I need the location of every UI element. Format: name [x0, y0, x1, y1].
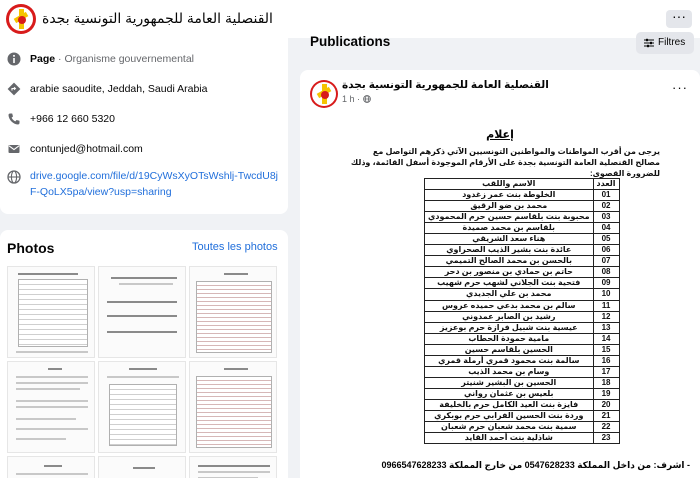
directions-icon [7, 82, 21, 96]
row-name: وسام بن محمد الذيب [425, 366, 594, 377]
table-row [425, 300, 620, 311]
address-text: arabie saoudite, Jeddah, Saudi Arabia [30, 83, 208, 95]
row-name: سمية بنت محمد شعبان حرم شعبان [425, 422, 594, 433]
row-number: 12 [593, 311, 619, 322]
table-row [425, 234, 620, 245]
about-card [0, 38, 288, 214]
row-number: 21 [593, 410, 619, 421]
row-name: مامية حمودة الحطاب [425, 333, 594, 344]
table-row [425, 388, 620, 399]
row-number: 20 [593, 399, 619, 410]
row-name: رشيد بن الصابر عمدوني [425, 311, 594, 322]
names-table [424, 178, 620, 444]
post-author-name[interactable]: القنصلية العامة للجمهورية التونسية بجدة [342, 79, 549, 91]
document-footer-contact: - اشرف: من داخل المملكة 0547628233 من خارج المملكة 0966547628233 [381, 460, 690, 470]
row-name: محبوبة بنت بلقاسم حسين حرم المحمودي [425, 212, 594, 223]
row-number: 08 [593, 267, 619, 278]
table-row [425, 223, 620, 234]
publications-title: Publications [310, 34, 391, 49]
row-number: 13 [593, 322, 619, 333]
table-row [425, 190, 620, 201]
category-label: Page [30, 53, 56, 65]
page-logo-icon[interactable] [6, 4, 36, 34]
row-number: 06 [593, 245, 619, 256]
post-more-button[interactable]: ··· [672, 80, 688, 95]
row-number: 16 [593, 355, 619, 366]
row-name: هناء سعد الشريقي [425, 234, 594, 245]
row-number: 10 [593, 289, 619, 300]
row-number: 01 [593, 190, 619, 201]
row-number: 09 [593, 278, 619, 289]
row-name: فتحية بنت الجلاني لشهب حرم شهيب [425, 278, 594, 289]
document-title: إعلام [486, 129, 514, 141]
table-row [425, 344, 620, 355]
table-row [425, 399, 620, 410]
website-link[interactable]: drive.google.com/file/d/19CyWsXyOTsWshlj-TwcdU8jF-QoLX5pa/view?usp=sharing [30, 170, 278, 198]
row-name: بلقاسم بن محمد صميدة [425, 223, 594, 234]
table-row [425, 333, 620, 344]
photo-thumbnail[interactable] [98, 361, 186, 453]
filters-label: Filtres [658, 37, 686, 48]
row-number: 23 [593, 433, 619, 444]
photo-thumbnail[interactable] [98, 456, 186, 478]
photos-card [0, 230, 288, 478]
info-icon [7, 52, 21, 66]
table-row [425, 433, 620, 444]
row-name: سالمة بنت محمود قمري أرملة قمري [425, 355, 594, 366]
row-name: بالحسن بن محمد الصالح التميمي [425, 256, 594, 267]
post-image-document[interactable] [300, 120, 700, 478]
document-intro: يرجى من أقرب المواطنات والمواطنين التونسيين الآتي ذكرهم التواصل مع مصالح القنصلية العامة التونسية بجدة على الأرقام الموجودة أسفل القائمة، وذلك للضرورة القصوى: [350, 147, 660, 178]
photo-thumbnail[interactable] [189, 266, 277, 358]
table-row [425, 422, 620, 433]
row-name: الحسين بلقاسم حسين [425, 344, 594, 355]
row-number: 02 [593, 201, 619, 212]
row-number: 03 [593, 212, 619, 223]
row-name: عائدة بنت بشير الذيب الصحراوي [425, 245, 594, 256]
row-name: بلعيس بن عثمان رواني [425, 388, 594, 399]
row-number: 05 [593, 234, 619, 245]
page-title[interactable]: القنصلية العامة للجمهورية التونسية بجدة [42, 10, 273, 26]
row-number: 18 [593, 377, 619, 388]
post-meta [342, 94, 371, 104]
column-header-name: الاسم واللقب [425, 179, 594, 190]
table-row [425, 267, 620, 278]
row-number: 11 [593, 300, 619, 311]
email-text[interactable]: contunjed@hotmail.com [30, 143, 143, 155]
table-row [425, 311, 620, 322]
row-name: الحسين بن البشير شنيتر [425, 377, 594, 388]
table-row [425, 256, 620, 267]
row-number: 04 [593, 223, 619, 234]
table-row [425, 278, 620, 289]
row-name: محمد بن علي الجديدي [425, 289, 594, 300]
sliders-icon [644, 38, 654, 48]
table-row [425, 410, 620, 421]
more-options-button[interactable]: ··· [666, 10, 692, 28]
see-all-photos-link[interactable]: Toutes les photos [192, 241, 278, 253]
post-card [300, 70, 700, 478]
table-row [425, 201, 620, 212]
row-number: 22 [593, 422, 619, 433]
row-name: عيسية بنت شبيل فرازة حرم بوعزيز [425, 322, 594, 333]
row-name: محمد بن ضو الرقيق [425, 201, 594, 212]
category-value: · Organisme gouvernemental [55, 53, 195, 65]
photos-title: Photos [7, 240, 55, 256]
globe-icon [7, 170, 21, 184]
table-row [425, 377, 620, 388]
row-name: وردة بنت الحسين الفرابي حرم بوبكري [425, 410, 594, 421]
photo-thumbnail[interactable] [7, 266, 95, 358]
row-number: 19 [593, 388, 619, 399]
row-name: حاتم بن حمادي بن منصور بن دحر [425, 267, 594, 278]
row-name: الخلوطة بنت عمر زغدود [425, 190, 594, 201]
row-number: 15 [593, 344, 619, 355]
column-header-number: العدد [593, 179, 619, 190]
row-number: 07 [593, 256, 619, 267]
row-number: 14 [593, 333, 619, 344]
table-row [425, 355, 620, 366]
table-row [425, 322, 620, 333]
row-number: 17 [593, 366, 619, 377]
public-globe-icon [363, 95, 371, 103]
phone-text[interactable]: +966 12 660 5320 [30, 113, 115, 125]
table-row [425, 212, 620, 223]
row-name: سالم بن محمد بدعي حميده عروس [425, 300, 594, 311]
table-header-row [425, 179, 620, 190]
publications-header [300, 26, 700, 60]
photo-thumbnail[interactable] [98, 266, 186, 358]
filters-button[interactable] [636, 32, 694, 54]
photo-thumbnail[interactable] [7, 361, 95, 453]
row-name: فايزة بنت العيد الكامل حرم بالخليفة [425, 399, 594, 410]
email-icon [7, 142, 21, 156]
phone-icon [7, 112, 21, 126]
photo-thumbnail[interactable] [7, 456, 95, 478]
row-name: شاذلية بنت أحمد القايد [425, 433, 594, 444]
post-time[interactable]: 1 h · [342, 94, 363, 104]
photo-thumbnail[interactable] [189, 456, 277, 478]
table-row [425, 366, 620, 377]
table-row [425, 245, 620, 256]
table-row [425, 289, 620, 300]
photo-thumbnail[interactable] [189, 361, 277, 453]
post-author-avatar[interactable] [310, 80, 338, 108]
